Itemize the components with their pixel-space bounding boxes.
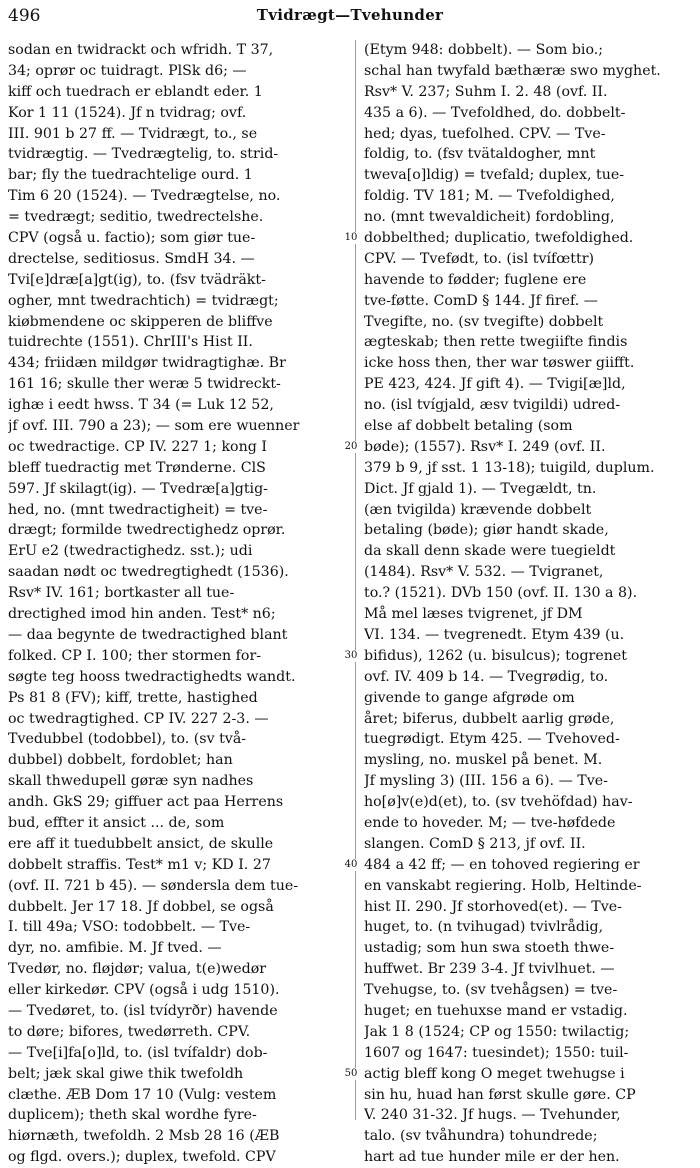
text-line: (ovf. II. 721 b 45). — søndersla dem tue- xyxy=(8,877,299,894)
text-line: hiørnæth, twefoldh. 2 Msb 28 16 (ÆB xyxy=(8,1128,280,1145)
text-line: 484 a 42 ff; — en tohoved regiering er xyxy=(364,856,640,873)
text-line: tweva[o]ldig) = tvefald; duplex, tue- xyxy=(364,167,625,184)
text-line: ustadig; som hun swa stoeth thwe- xyxy=(364,940,615,957)
text-line: oc twedragtighed. CP IV. 227 2-3. — xyxy=(8,710,269,727)
text-line: huffwet. Br 239 3-4. Jf tvivlhuet. — xyxy=(364,961,615,978)
text-line: drægt; formilde twedrectighedz oprør. xyxy=(8,522,286,539)
text-line: (Etym 948: dobbelt). — Som bio.; xyxy=(364,42,604,58)
line-number: 10 xyxy=(340,232,362,244)
text-line: dubbelt. Jer 17 18. Jf dobbel, se også xyxy=(8,898,274,915)
text-line: = tvedrægt; seditio, twedrectelshe. xyxy=(8,209,264,226)
text-line: foldig. TV 181; M. — Tvefoldighed, xyxy=(364,188,615,205)
text-line: icke hoss then, ther war tøswer giifft. xyxy=(364,355,635,372)
left-column xyxy=(8,40,348,1168)
page-header xyxy=(8,6,692,26)
text-line: (æn tvigilda) krævende dobbelt xyxy=(364,501,592,518)
text-line: og flgd. overs.); duplex, twefold. CPV xyxy=(8,1149,276,1166)
text-line: bleff tuedractig met Trønderne. ClS xyxy=(8,459,266,476)
text-line: hed, no. (mnt twedractigheit) = tve- xyxy=(8,501,268,518)
text-line: slangen. ComD § 213, jf ovf. II. xyxy=(364,835,586,852)
text-line: kiff och tuedrach er eblandt eder. 1 xyxy=(8,83,263,100)
text-line: Jf mysling 3) (III. 156 a 6). — Tve- xyxy=(364,773,608,790)
text-line: drectelse, seditiosus. SmdH 34. — xyxy=(8,250,255,267)
text-line: — Tve[i]fa[o]ld, to. (isl tvífaldr) dob- xyxy=(8,1044,268,1061)
text-line: eller kirkedør. CPV (også i udg 1510). xyxy=(8,982,280,999)
text-line: Må mel læses tvigrenet, jf DM xyxy=(364,606,583,623)
text-line: dobbelthed; duplicatio, twefoldighed. xyxy=(364,230,634,247)
text-line: Tvedubbel (todobbel), to. (sv två- xyxy=(8,731,247,748)
text-line: 1607 og 1647: tuesindet); 1550: tuil- xyxy=(364,1044,629,1061)
text-line: Tvehugse, to. (sv tvehågsen) = tve- xyxy=(364,982,618,999)
text-line: CPV. — Tvefødt, to. (isl tvífœttr) xyxy=(364,250,595,267)
text-line: to.? (1521). DVb 150 (ovf. II. 130 a 8). xyxy=(364,585,638,602)
text-line: Tvegifte, no. (sv tvegifte) dobbelt xyxy=(364,313,604,330)
column-divider xyxy=(355,40,356,1120)
text-line: 379 b 9, jf sst. 1 13-18); tuigild, duplum. xyxy=(364,459,655,476)
text-line: bifidus), 1262 (u. bisulcus); togrenet xyxy=(364,647,627,664)
text-line: skall thwedupell gøræ syn nadhes xyxy=(8,773,254,790)
text-line: året; biferus, dubbelt aarlig grøde, xyxy=(364,710,615,727)
text-line: dubbel) dobbelt, fordoblet; han xyxy=(8,752,233,769)
text-line: belt; jæk skal giwe thik twefoldh xyxy=(8,1065,244,1082)
page-number: 496 xyxy=(8,6,41,26)
text-line: hart ad tue hunder mile er der hen. xyxy=(364,1149,620,1166)
text-line: 434; friidæn mildgør twidragtighæ. Br xyxy=(8,355,286,372)
text-line: hed; dyas, tuefolhed. CPV. — Tve- xyxy=(364,125,606,142)
text-line: givende to gange afgrøde om xyxy=(364,689,575,706)
text-line: søgte teg hooss twedractighedts wandt. xyxy=(8,668,296,685)
text-line: to døre; bifores, twedørreth. CPV. xyxy=(8,1023,251,1040)
text-line: hist II. 290. Jf storhoved(et). — Tve- xyxy=(364,898,622,915)
text-line: ovf. IV. 409 b 14. — Tvegrødig, to. xyxy=(364,668,609,685)
text-line: huget, to. (n tvihugad) tvivlrådig, xyxy=(364,919,604,936)
text-line: no. (isl tvígjald, æsv tvigildi) udred- xyxy=(364,397,621,414)
text-line: oc twedractige. CP IV. 227 1; kong I xyxy=(8,438,267,455)
text-line: sin hu, huad han først skulle gøre. CP xyxy=(364,1086,636,1103)
text-line: saadan nødt oc twedregtighedt (1536). xyxy=(8,564,289,581)
text-line: ighæ i eedt hwss. T 34 (= Luk 12 52, xyxy=(8,397,274,414)
text-line: sodan en twidrackt och wfridh. T 37, xyxy=(8,42,274,58)
text-line: betaling (bøde); giør handt skade, xyxy=(364,522,609,539)
right-column xyxy=(364,40,694,1168)
text-line: Tvedør, no. fløjdør; valua, t(e)wedør xyxy=(8,961,267,978)
text-line: da skall denn skade were tuegieldt xyxy=(364,543,616,560)
text-line: Dict. Jf gjald 1). — Tvegældt, tn. xyxy=(364,480,597,497)
text-line: jf ovf. III. 790 a 23); — som ere wuenner xyxy=(8,418,300,435)
text-line: drectighed imod hin anden. Test* n6; xyxy=(8,606,276,623)
text-line: dobbelt straffis. Test* m1 v; KD I. 27 xyxy=(8,856,271,873)
running-head: Tvidrægt—Tvehunder xyxy=(256,6,444,24)
text-line: andh. GkS 29; giffuer act paa Herrens xyxy=(8,794,284,811)
text-line: bud, effter it ansict ... de, som xyxy=(8,814,225,831)
text-line: actig bleff kong O meget twehugse i xyxy=(364,1065,625,1082)
text-line: ErU e2 (twedractighedz. sst.); udi xyxy=(8,543,253,560)
text-line: Kor 1 11 (1524). Jf n tvidrag; ovf. xyxy=(8,104,247,121)
text-line: ogher, mnt twedrachtich) = tvidrægt; xyxy=(8,292,279,309)
line-number: 30 xyxy=(340,650,362,662)
text-line: Rsv* V. 237; Suhm I. 2. 48 (ovf. II. xyxy=(364,83,608,100)
text-line: — Tvedøret, to. (isl tvídyrðr) havende xyxy=(8,1002,278,1019)
text-line: bøde); (1557). Rsv* I. 249 (ovf. II. xyxy=(364,438,606,455)
text-line: ende to hoveder. M; — tve-høfdede xyxy=(364,814,616,831)
text-line: Tim 6 20 (1524). — Tvedrægtelse, no. xyxy=(8,188,281,205)
text-line: PE 423, 424. Jf gift 4). — Tvigi[æ]ld, xyxy=(364,376,626,393)
text-line: V. 240 31-32. Jf hugs. — Tvehunder, xyxy=(364,1107,621,1124)
text-line: tuegrødigt. Etym 425. — Tvehoved- xyxy=(364,731,620,748)
text-line: duplicem); theth skal wordhe fyre- xyxy=(8,1107,257,1124)
text-line: mysling, no. muskel på benet. M. xyxy=(364,752,603,769)
text-line: clæthe. ÆB Dom 17 10 (Vulg: vestem xyxy=(8,1086,277,1103)
text-line: CPV (også u. factio); som giør tue- xyxy=(8,230,256,247)
text-line: tve-føtte. ComD § 144. Jf firef. — xyxy=(364,292,598,309)
text-line: en vanskabt regiering. Holb, Heltinde- xyxy=(364,877,642,894)
text-line: dyr, no. amfibie. M. Jf tved. — xyxy=(8,940,222,957)
text-line: 34; oprør oc tuidragt. PlSk d6; — xyxy=(8,62,247,79)
text-line: havende to fødder; fuglene ere xyxy=(364,271,587,288)
text-line: no. (mnt twevaldicheit) fordobling, xyxy=(364,209,615,226)
text-line: 435 a 6). — Tvefoldhed, do. dobbelt- xyxy=(364,104,626,121)
text-line: ho[ø]v(e)d(et), to. (sv tvehöfdad) hav- xyxy=(364,794,633,811)
text-line: tuidrechte (1551). ChrIII's Hist II. xyxy=(8,334,253,351)
text-line: 597. Jf skilagt(ig). — Tvedræ[a]gtig- xyxy=(8,480,268,497)
text-line: kiøbmendene oc skipperen de bliffve xyxy=(8,313,273,330)
text-line: Ps 81 8 (FV); kiff, trette, hastighed xyxy=(8,689,258,706)
text-line: Jak 1 8 (1524; CP og 1550: twilactig; xyxy=(364,1023,630,1040)
line-number: 20 xyxy=(340,441,362,453)
line-number: 50 xyxy=(340,1068,362,1080)
text-line: (1484). Rsv* V. 532. — Tvigranet, xyxy=(364,564,604,581)
text-line: bar; fly the tuedrachtelige ourd. 1 xyxy=(8,167,253,184)
text-line: talo. (sv tvåhundra) tohundrede; xyxy=(364,1128,598,1145)
text-line: tvidrægtig. — Tvedrægtelig, to. strid- xyxy=(8,146,279,163)
line-number: 40 xyxy=(340,859,362,871)
text-line: 161 16; skulle ther weræ 5 twidreckt- xyxy=(8,376,281,393)
text-line: folked. CP I. 100; ther stormen for- xyxy=(8,647,262,664)
text-line: else af dobbelt betaling (som xyxy=(364,418,573,435)
text-line: schal han twyfald bæthæræ swo myghet. xyxy=(364,62,661,79)
text-line: Tvi[e]dræ[a]gt(ig), to. (fsv tvädräkt- xyxy=(8,271,266,288)
text-line: ere aff it tuedubbelt ansict, de skulle xyxy=(8,835,274,852)
text-line: — daa begynte de twedractighed blant xyxy=(8,626,288,643)
text-line: III. 901 b 27 ff. — Tvidrægt, to., se xyxy=(8,125,258,142)
text-line: Rsv* IV. 161; bortkaster all tue- xyxy=(8,585,235,602)
text-line: I. till 49a; VSO: todobbelt. — Tve- xyxy=(8,919,251,936)
text-line: foldig, to. (fsv tvätaldogher, mnt xyxy=(364,146,596,163)
text-line: VI. 134. — tvegrenedt. Etym 439 (u. xyxy=(364,626,625,643)
text-line: ægteskab; then rette twegiifte findis xyxy=(364,334,628,351)
text-line: huget; en tuehuxse mand er vstadig. xyxy=(364,1002,628,1019)
